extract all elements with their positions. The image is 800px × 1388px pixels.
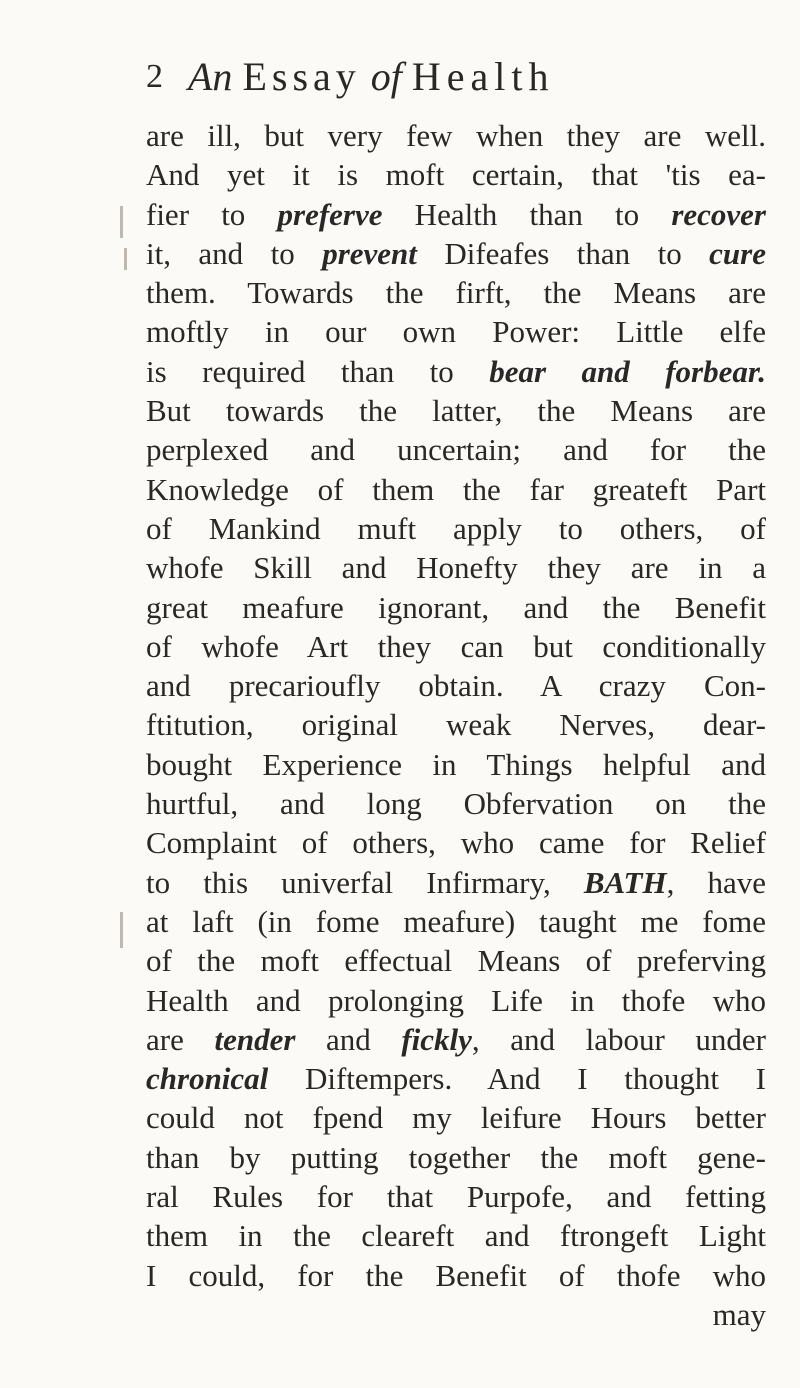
text-line: of the moft effectual Means of preferving xyxy=(146,943,766,979)
text-line: ftitution, original weak Nerves, dear- xyxy=(146,707,766,743)
text-run: , and labour under xyxy=(471,1021,766,1057)
text-line xyxy=(146,863,766,902)
text-line: I could, for the Benefit of thofe who xyxy=(146,1257,766,1293)
body-text xyxy=(146,116,766,1334)
text-run: are xyxy=(146,1021,215,1057)
emphasized-text: bear and forbear. xyxy=(489,353,766,389)
text-line: of Mankind muft apply to others, of xyxy=(146,510,766,546)
text-line xyxy=(146,1059,766,1098)
page-number: 2 xyxy=(146,58,163,95)
text-line: could not fpend my leifure Hours better xyxy=(146,1100,766,1136)
text-run: and xyxy=(295,1021,402,1057)
text-run: Diftempers. And I thought I xyxy=(268,1061,766,1097)
text-run: is required than to xyxy=(146,353,490,389)
text-line: ral Rules for that Purpofe, and fetting xyxy=(146,1179,766,1215)
text-line: them. Towards the firft, the Means are xyxy=(146,275,766,311)
emphasized-text: prevent xyxy=(322,235,417,271)
text-line: Health and prolonging Life in thofe who xyxy=(146,982,766,1018)
text-line: may xyxy=(712,1296,766,1332)
text-line: moftly in our own Power: Little elfe xyxy=(146,314,766,350)
text-run: Health than to xyxy=(382,196,672,232)
text-line xyxy=(146,352,766,391)
margin-mark xyxy=(124,248,127,270)
text-line: at laft (in fome meafure) taught me fome xyxy=(146,903,766,939)
title-health: Health xyxy=(411,54,555,99)
text-line: hurtful, and long Obfervation on the xyxy=(146,786,766,822)
text-line: perplexed and uncertain; and for the xyxy=(146,432,766,468)
text-line: whofe Skill and Honefty they are in a xyxy=(146,550,766,586)
text-line: Knowledge of them the far greateft Part xyxy=(146,471,766,507)
running-title xyxy=(188,42,555,112)
text-line: bought Experience in Things helpful and xyxy=(146,746,766,782)
emphasized-text: fickly xyxy=(401,1021,472,1057)
margin-mark xyxy=(120,206,123,238)
emphasized-text: chronical xyxy=(146,1061,269,1097)
title-of: of xyxy=(370,54,402,99)
text-line: them in the cleareft and ftrongeft Light xyxy=(146,1218,766,1254)
text-run: fier to xyxy=(146,196,278,232)
running-head xyxy=(146,42,746,112)
text-run: Difeafes than to xyxy=(416,235,710,271)
text-line: and precarioufly obtain. A crazy Con- xyxy=(146,668,766,704)
text-line xyxy=(146,234,766,273)
text-run: , have xyxy=(666,864,766,900)
title-essay: Essay xyxy=(242,54,361,99)
text-line: than by putting together the moft gene- xyxy=(146,1139,766,1175)
text-line: great meafure ignorant, and the Benefit xyxy=(146,589,766,625)
text-line: But towards the latter, the Means are xyxy=(146,393,766,429)
text-line xyxy=(146,1020,766,1059)
text-line: Complaint of others, who came for Relief xyxy=(146,825,766,861)
text-line xyxy=(146,195,766,234)
text-line: And yet it is moft certain, that 'tis ea- xyxy=(146,157,766,193)
text-line: of whofe Art they can but conditionally xyxy=(146,628,766,664)
emphasized-text: preferve xyxy=(277,196,383,232)
text-line: are ill, but very few when they are well. xyxy=(146,118,766,153)
text-run: it, and to xyxy=(146,235,323,271)
title-an: An xyxy=(188,54,233,99)
emphasized-text: cure xyxy=(709,235,766,271)
emphasized-text: tender xyxy=(214,1021,296,1057)
margin-mark xyxy=(120,912,123,948)
text-run: to this univerfal Infirmary, xyxy=(146,864,584,900)
emphasized-text: recover xyxy=(671,196,766,232)
emphasized-text: BATH xyxy=(583,864,667,900)
